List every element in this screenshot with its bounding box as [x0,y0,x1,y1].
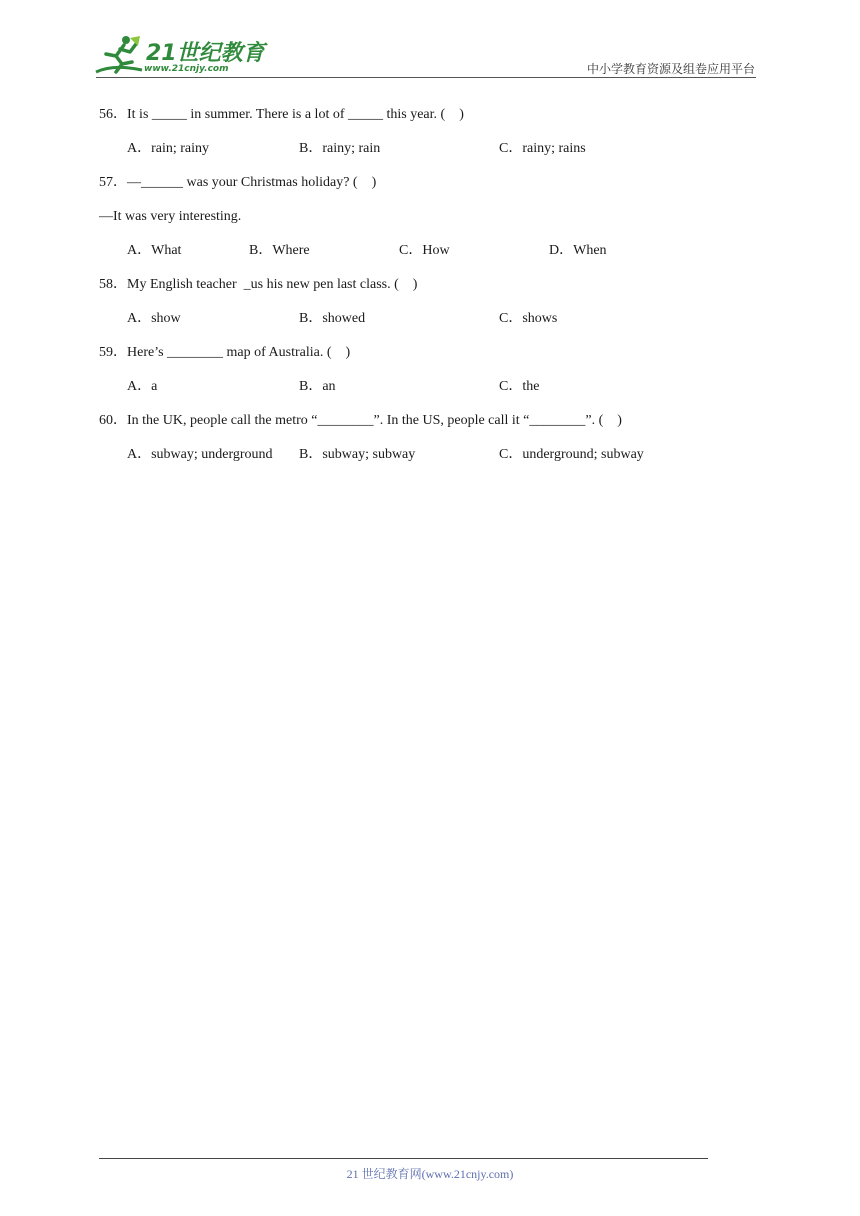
question-stem: 57．—______ was your Christmas holiday? ( ) [99,175,377,190]
option-a[interactable]: A．What [127,243,182,258]
logo-wordmark: 21世纪教育 [146,41,265,66]
option-b[interactable]: B．an [299,379,336,394]
running-figure-icon [94,34,144,78]
header-divider [96,77,756,78]
site-logo [94,34,264,78]
option-row [99,444,739,478]
question-dialog-line: —It was very interesting. [99,209,242,224]
option-a[interactable]: A．rain; rainy [127,141,210,156]
option-c[interactable]: C．underground; subway [499,447,644,462]
option-row [99,308,739,342]
option-row [99,376,739,410]
option-c[interactable]: C．the [499,379,540,394]
option-row [99,240,739,274]
option-c[interactable]: C．shows [499,311,558,326]
footer-text: 21 世纪教育网(www.21cnjy.com) [346,1167,514,1181]
option-b[interactable]: B．subway; subway [299,447,416,462]
question-stem: 58．My English teacher _us his new pen last class. ( ) [99,277,418,292]
question-stem: 60．In the UK, people call the metro “________”. In the US, people call it “________”. ( ) [99,413,622,428]
option-a[interactable]: A．show [127,311,181,326]
option-d[interactable]: D．When [549,243,607,258]
question-stem: 59．Here’s ________ map of Australia. ( ) [99,345,351,360]
question-list [99,104,739,478]
option-a[interactable]: A．a [127,379,158,394]
logo-url: www.21cnjy.com [144,64,229,74]
page-header [0,0,860,80]
footer-divider [99,1158,708,1159]
header-slogan: 中小学教育资源及组卷应用平台 [586,62,755,76]
option-c[interactable]: C．rainy; rains [499,141,586,156]
option-b[interactable]: B．Where [249,243,310,258]
option-row [99,138,739,172]
option-b[interactable]: B．showed [299,311,366,326]
option-b[interactable]: B．rainy; rain [299,141,381,156]
option-c[interactable]: C．How [399,243,450,258]
question-stem: 56．It is _____ in summer. There is a lot of _____ this year. ( ) [99,107,464,122]
option-a[interactable]: A．subway; underground [127,447,273,462]
